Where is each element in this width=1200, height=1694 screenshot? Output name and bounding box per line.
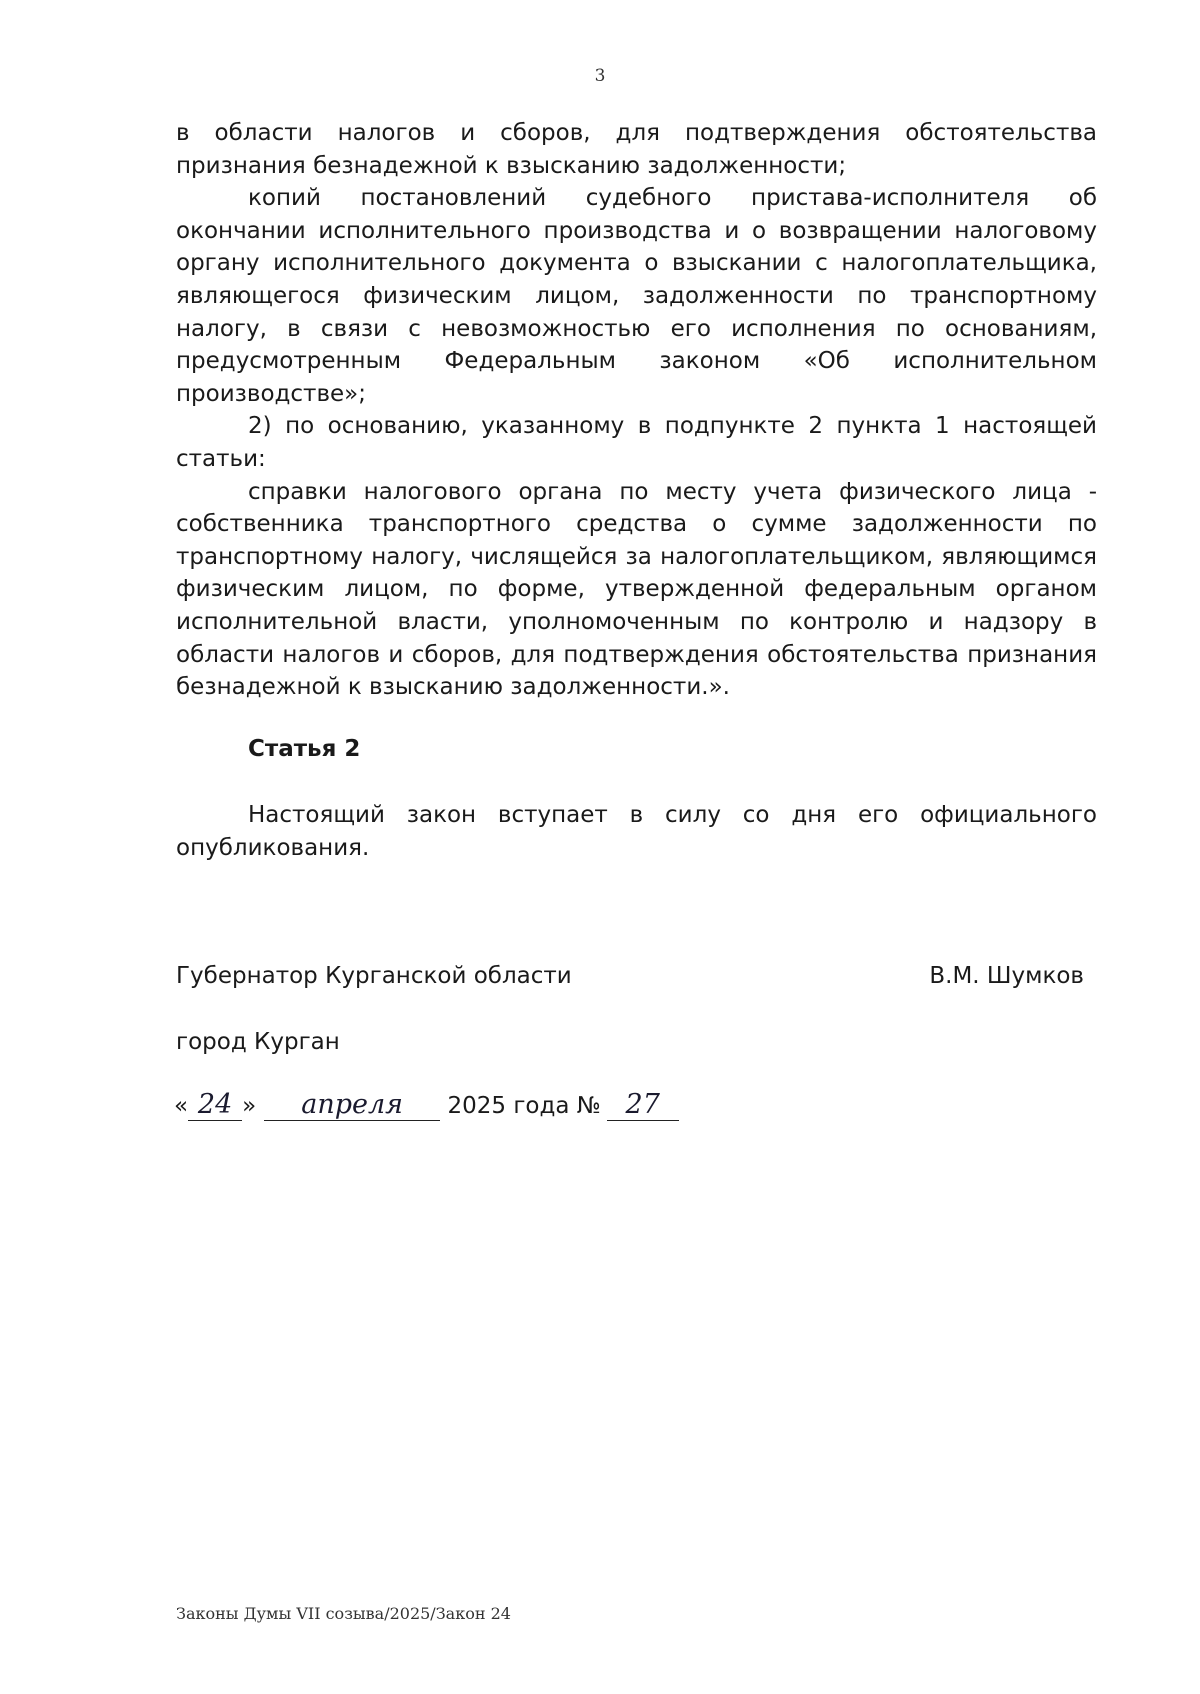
date-close-quote: » bbox=[242, 1093, 257, 1119]
article-text: Настоящий закон вступает в силу со дня его официального опубликования. bbox=[176, 802, 1097, 861]
date-number-line bbox=[174, 1086, 679, 1126]
handwritten-day: 24 bbox=[188, 1090, 242, 1121]
article-body bbox=[176, 799, 1097, 864]
year-and-number-label: 2025 года № bbox=[447, 1093, 601, 1119]
handwritten-law-number: 27 bbox=[607, 1090, 679, 1121]
signatory-title: Губернатор Курганской области bbox=[176, 963, 572, 989]
paragraph-ground-2: 2) по основанию, указанному в подпункте 2 пункта 1 настоящей статьи: bbox=[176, 413, 1097, 472]
page-number: 3 bbox=[594, 66, 606, 86]
handwritten-month: апреля bbox=[264, 1090, 440, 1121]
paragraph-tax-area: в области налогов и сборов, для подтверждения обстоятельства признания безнадежной к взысканию задолженности; bbox=[176, 120, 1097, 179]
paragraph-tax-certificate: справки налогового органа по месту учета физического лица - собственника транспортного средства о сумме задолженности по транспортному налогу, числящейся за налогоплательщиком, являющимся физическим лицом, по форме, утвержденной федеральным органом исполнительной власти, уполномоченным по контролю и надзору в области налогов и сборов, для подтверждения обстоятельства признания безнадежной к взысканию задолженности.». bbox=[176, 478, 1097, 701]
law-body-text bbox=[176, 117, 1097, 704]
article-heading: Статья 2 bbox=[248, 736, 361, 762]
document-footer: Законы Думы VII созыва/2025/Закон 24 bbox=[176, 1604, 511, 1623]
paragraph-bailiff-copies: копий постановлений судебного пристава-исполнителя об окончании исполнительного производства и о возвращении налоговому органу исполнительного документа о взыскании с налогоплательщика, являющегося физическим лицом, задолженности по транспортному налогу, в связи с невозможностью его исполнения по основаниям, предусмотренным Федеральным законом «Об исполнительном производстве»; bbox=[176, 185, 1097, 407]
signatory-name: В.М. Шумков bbox=[929, 963, 1084, 989]
city-line: город Курган bbox=[176, 1029, 340, 1055]
date-open-quote: « bbox=[174, 1093, 189, 1119]
